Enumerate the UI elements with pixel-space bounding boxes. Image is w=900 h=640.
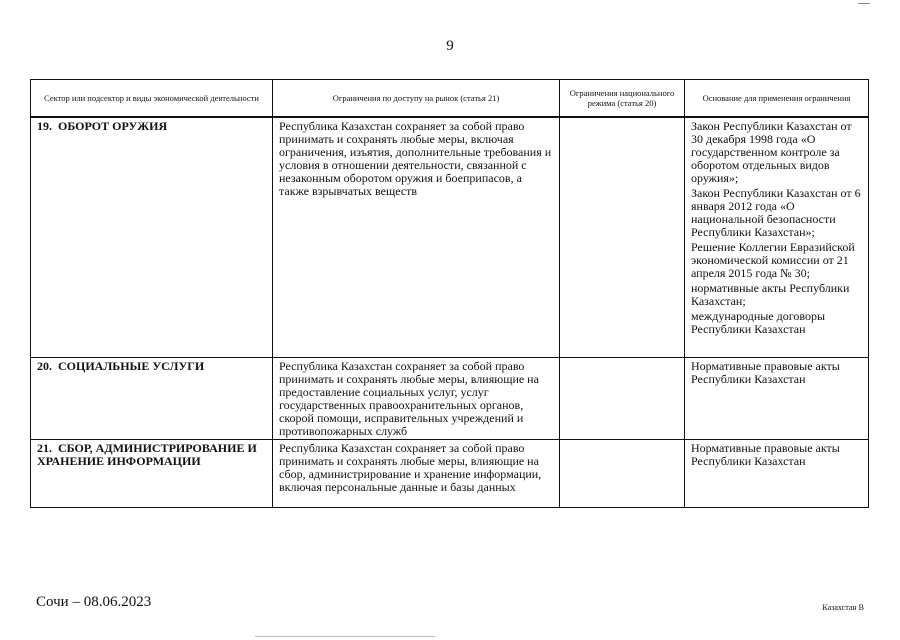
- sector-cell: [31, 117, 273, 357]
- basis-cell: [685, 357, 869, 439]
- national-regime-cell: [560, 357, 685, 439]
- scan-artifact: [255, 636, 435, 637]
- national-regime-cell: [560, 117, 685, 357]
- row-number: 21.: [37, 440, 52, 455]
- market-access-cell: Республика Казахстан сохраняет за собой право принимать и сохранять любые меры, влияющие на предоставление социальных услуг, услуг государственных правоохранительных органов, скорой помощи, исправительных учреждений и противопожарных служб: [273, 357, 560, 439]
- table-row: [31, 357, 869, 439]
- sector-title: ОБОРОТ ОРУЖИЯ: [58, 119, 168, 133]
- basis-item: международные договоры Республики Казахстан: [691, 309, 826, 336]
- page-number: 9: [446, 38, 454, 54]
- basis-item: Закон Республики Казахстан от 6 января 2012 года «О национальной безопасности Республики Казахстан»;: [691, 186, 861, 239]
- basis-item: Закон Республики Казахстан от 30 декабря 1998 года «О государственном контроле за оборотом отдельных видов оружия»;: [691, 119, 852, 185]
- header-sector: Сектор или подсектор и виды экономической деятельности: [31, 80, 273, 118]
- basis-item: нормативные акты Республики Казахстан;: [691, 281, 850, 308]
- table-row: [31, 117, 869, 357]
- header-basis: Основание для применения ограничения: [685, 80, 869, 118]
- scan-artifact: [858, 3, 870, 4]
- market-access-cell: Республика Казахстан сохраняет за собой право принимать и сохранять любые меры, включая ограничения, изъятия, дополнительные требования и условия в отношении деятельности, связанной с незаконным оборотом оружия и боеприпасов, а также взрывчатых веществ: [273, 117, 560, 357]
- header-national-regime: Ограничения национального режима (статья 20): [560, 80, 685, 118]
- sector-title: СОЦИАЛЬНЫЕ УСЛУГИ: [58, 358, 205, 373]
- table-header-row: [31, 80, 869, 118]
- footer-document-code: Казахстан В: [822, 603, 864, 612]
- basis-cell: [685, 117, 869, 357]
- table-row: [31, 439, 869, 507]
- sector-title: СБОР, АДМИНИСТРИРОВАНИЕ И ХРАНЕНИЕ ИНФОРМАЦИИ: [37, 440, 257, 468]
- basis-item: Решение Коллегии Евразийской экономической комиссии от 21 апреля 2015 года № 30;: [691, 240, 855, 280]
- basis-cell: [685, 439, 869, 507]
- basis-item: Нормативные правовые акты Республики Казахстан: [691, 358, 840, 386]
- footer-place-date: Сочи – 08.06.2023: [36, 594, 152, 610]
- header-market-access: Ограничения по доступу на рынок (статья 21): [273, 80, 560, 118]
- market-access-cell: Республика Казахстан сохраняет за собой право принимать и сохранять любые меры, влияющие на сбор, администрирование и хранение информации, включая персональные данные и базы данных: [273, 439, 560, 507]
- row-number: 19.: [37, 119, 52, 133]
- row-number: 20.: [37, 358, 52, 373]
- national-regime-cell: [560, 439, 685, 507]
- basis-item: Нормативные правовые акты Республики Казахстан: [691, 440, 840, 468]
- sector-cell: [31, 439, 273, 507]
- sector-cell: [31, 357, 273, 439]
- reservations-table: [30, 79, 869, 508]
